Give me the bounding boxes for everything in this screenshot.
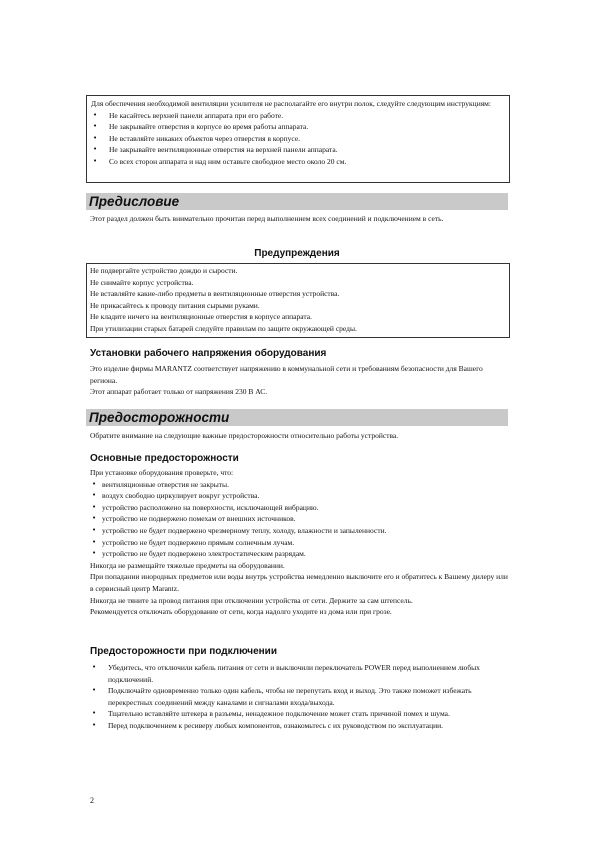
list-item: • Подключайте одновременно только один кабель, чтобы не перепутать вход и выход. Это также поможет избежать перекрестных соединений между каналами и сигналами входа/выхода. bbox=[90, 685, 508, 708]
ventilation-box bbox=[86, 95, 510, 183]
list-item: • Тщательно вставляйте штекера в разъемы, ненадежное подключение может стать причиной помех и шума. bbox=[90, 708, 508, 720]
list-item: • Со всех сторон аппарата и над ним оставьте свободное место около 20 см. bbox=[91, 156, 505, 168]
warnings-box bbox=[86, 263, 510, 338]
basic-note: Никогда не размещайте тяжелые предметы на оборудовании. bbox=[90, 560, 285, 570]
basic-note: При попадании инородных предметов или воды внутрь устройства немедленно выключите его и обратитесь к Вашему дилеру или в сервисный центр Marantz. bbox=[90, 572, 508, 593]
basic-block bbox=[90, 467, 508, 618]
voltage-heading: Установки рабочего напряжения оборудования bbox=[90, 348, 327, 359]
preface-text: Этот раздел должен быть внимательно прочитан перед выполнением всех соединений и подключением в сеть. bbox=[90, 214, 444, 223]
list-item: • Не касайтесь верхней панели аппарата при его работе. bbox=[91, 110, 505, 122]
list-item: • устройство не будет подвержено чрезмерному теплу, холоду, влажности и запыленности. bbox=[90, 525, 508, 537]
list-item: Не кладите ничего на вентиляционные отверстия в корпусе аппарата. bbox=[90, 312, 312, 322]
list-item: • вентиляционные отверстия не закрыты. bbox=[90, 479, 508, 491]
list-item: • устройство расположено на поверхности, исключающей вибрацию. bbox=[90, 502, 508, 514]
basic-heading: Основные предосторожности bbox=[90, 453, 239, 464]
list-item: • Убедитесь, что отключили кабель питания от сети и выключили переключатель POWER перед выполнением любых подключений. bbox=[90, 662, 508, 685]
list-item: • Перед подключением к ресиверу любых компонентов, ознакомьтесь с их руководством по эксплуатации. bbox=[90, 720, 508, 732]
list-item: При утилизации старых батарей следуйте правилам по защите окружающей среды. bbox=[90, 323, 357, 333]
connection-heading: Предосторожности при подключении bbox=[90, 646, 277, 657]
connection-list bbox=[90, 662, 508, 732]
voltage-text bbox=[90, 363, 508, 398]
list-item: Не снимайте корпус устройства. bbox=[90, 277, 194, 287]
list-item: • устройство не будет подвержено прямым солнечным лучам. bbox=[90, 537, 508, 549]
basic-intro: При установке оборудования проверьте, что: bbox=[90, 468, 234, 477]
warnings-heading: Предупреждения bbox=[254, 248, 340, 259]
list-item: Не вставляйте какие-либо предметы в вентиляционные отверстия устройства. bbox=[90, 289, 340, 299]
list-item: • устройство не будет подвержено электростатическим разрядам. bbox=[90, 548, 508, 560]
list-item: • Не закрывайте отверстия в корпусе во время работы аппарата. bbox=[91, 121, 505, 133]
voltage-text-2: Этот аппарат работает только от напряжения 230 В АС. bbox=[90, 387, 268, 397]
precautions-text: Обратите внимание на следующие важные предосторожности относительно работы устройства. bbox=[90, 431, 399, 440]
list-item: Не прикасайтесь к проводу питания сырыми руками. bbox=[90, 300, 260, 310]
section-title-preface: Предисловие bbox=[86, 193, 508, 210]
list-item: • воздух свободно циркулирует вокруг устройства. bbox=[90, 490, 508, 502]
page-number: 2 bbox=[90, 796, 94, 805]
list-item: Не подвергайте устройство дождю и сырости. bbox=[90, 266, 238, 275]
voltage-text-1: Это изделие фирмы MARANTZ соответствует напряжению в коммунальной сети и требованиям безопасности для Вашего региона. bbox=[90, 364, 483, 385]
basic-note: Рекомендуется отключать оборудование от сети, когда надолго уходите из дома или при грозе. bbox=[90, 607, 392, 617]
ventilation-intro: Для обеспечения необходимой вентиляции усилителя не располагайте его внутри полок, следуйте следующим инструкциям: bbox=[91, 99, 491, 108]
list-item: • Не закрывайте вентиляционные отверстия на верхней панели аппарата. bbox=[91, 144, 505, 156]
section-title-precautions: Предосторожности bbox=[86, 409, 508, 426]
list-item: • Не вставляйте никаких объектов через отверстия в корпусе. bbox=[91, 133, 505, 145]
list-item: • устройство не подвержено помехам от внешних источников. bbox=[90, 513, 508, 525]
basic-note: Никогда не тяните за провод питания при отключении устройства от сети. Держите за сам штепсель. bbox=[90, 595, 413, 605]
